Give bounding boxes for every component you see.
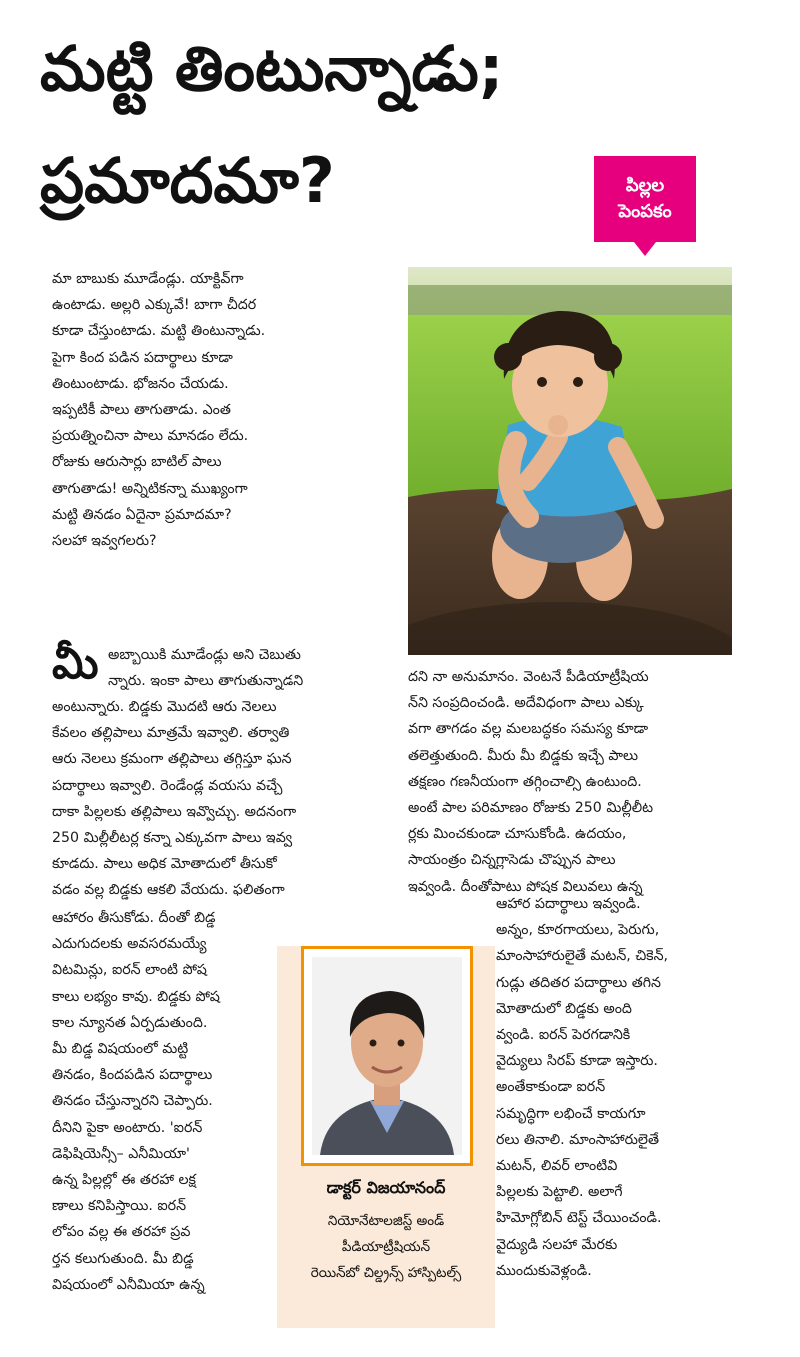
answer-line: 250 మిల్లీలీటర్ల కన్నా ఎక్కువగా పాలు ఇవ్వ [52,830,293,847]
answer-line: రలు తినాలి. మాంసాహారులైతే [496,1131,660,1148]
answer-line: అబ్బాయికి మూడేండ్లు అని చెబుతు [108,647,301,663]
answer-line: ర్తన కలుగుతుంది. మీ బిడ్డ [52,1250,194,1267]
question-text [52,266,402,554]
answer-line: వడం వల్ల బిడ్డకు ఆకలి వేయదు. ఫలితంగా [52,882,285,899]
answer-line: మాంసాహారులైతే మటన్, చికెన్, [496,948,669,965]
answer-line: కాల న్యూనత ఏర్పడుతుంది. [52,1014,208,1031]
doctor-name: డాక్టర్ విజయానంద్ [326,1178,446,1197]
answer-line: కేవలం తల్లిపాలు మాత్రమే ఇవ్వాలి. తర్వాతి [52,725,290,742]
answer-line: దాకా పిల్లలకు తల్లిపాలు ఇవ్వొచ్చు. అదనంగా [52,803,297,820]
answer-line: వ్వండి. ఐరన్ పెరగడానికి [496,1027,631,1044]
answer-line: దీనిని పైకా అంటారు. 'ఐరన్ [52,1119,203,1136]
answer-line: న్నారు. ఇంకా పాలు తాగుతున్నాడని [108,673,304,690]
answer-col1-mid [52,694,296,904]
question-line: తింటుంటాడు. భోజనం చేయడు. [52,375,229,392]
doctor-title-line: పీడియాట్రీషియన్ [341,1239,431,1255]
answer-line: దని నా అనుమానం. వెంటనే పీడియాట్రీషియ [408,669,649,685]
answer-line: ఆహార పదార్థాలు ఇవ్వండి. [496,896,641,912]
question-line: ఇప్పటికీ పాలు తాగుతాడు. ఎంత [52,402,231,419]
answer-line: ణాలు కనిపిస్తాయి. ఐరన్ [52,1198,187,1215]
answer-line: తలెత్తుతుంది. మీరు మీ బిడ్డకు ఇచ్చే పాలు [408,747,639,764]
child-photo [408,267,732,655]
answer-line: తినడం, కిందపడిన పదార్థాలు [52,1067,213,1084]
question-line: తాగుతాడు! అన్నిటికన్నా ముఖ్యంగా [52,480,248,497]
question-line: రోజుకు ఆరుసార్లు బాటిల్ పాలు [52,454,222,471]
answer-line: మోతాదులో బిడ్డకు అంది [496,1000,632,1017]
section-tag-line-2: పెంపకం [618,201,672,222]
answer-line: అంటే పాల పరిమాణం రోజుకు 250 మిల్లీలీట [408,800,654,817]
answer-line: అంతేకాకుండా ఐరన్ [496,1079,606,1096]
answer-line: లోపం వల్ల ఈ తరహా ప్రవ [52,1224,191,1241]
answer-line: విషయంలో ఎనీమియా ఉన్న [52,1276,205,1293]
doctor-photo-frame [301,946,473,1166]
doctor-title [277,1208,495,1286]
doctor-title-line: నియోనేటాలజిస్ట్ అండ్ [327,1213,445,1229]
headline-line-2: ప్రమాదమా? [40,144,335,217]
answer-line: ర్లకు మించకుండా చూసుకోండి. ఉదయం, [408,826,627,843]
answer-line: ఉన్న పిల్లల్లో ఈ తరహా లక్ష [52,1172,196,1189]
question-line: మా బాబుకు మూడేండ్లు. యాక్టివ్‌గా [52,271,244,287]
answer-line: ఆరు నెలలు క్రమంగా తల్లిపాలు తగ్గిస్తూ ఘన [52,751,292,768]
question-line: సలహా ఇవ్వగలరు? [52,533,157,550]
answer-line: పదార్థాలు ఇవ్వాలి. రెండేండ్ల వయసు వచ్చే [52,777,283,794]
answer-line: మీ బిడ్డ విషయంలో మట్టి [52,1041,189,1058]
headline-line-1: మట్టి తింటున్నాడు; [40,32,504,105]
doctor-portrait-image [312,957,462,1155]
answer-line: తక్షణం గణనీయంగా తగ్గించాల్సి ఉంటుంది. [408,773,642,790]
child-eating-soil-image [408,267,732,655]
doctor-box [277,946,495,1328]
answer-col1-top [108,642,303,694]
answer-line: ఇవ్వండి. దీంతోపాటు పోషక విలువలు ఉన్న [408,878,643,895]
answer-line: డెఫిషియెన్సీ– ఎనీమియా' [52,1145,190,1162]
answer-line: పిల్లలకు పెట్టాలి. అలాగే [496,1184,623,1201]
answer-line: వైద్యులు సిరప్ కూడా ఇస్తారు. [496,1053,658,1070]
answer-line: సాయంత్రం చిన్నగ్లాసెడు చొప్పున పాలు [408,852,616,869]
answer-line: ముందుకువెళ్లండి. [496,1262,592,1279]
answer-line: అన్నం, కూరగాయలు, పెరుగు, [496,922,660,939]
answer-line: మటన్, లివర్ లాంటివి [496,1158,618,1175]
answer-col1-low [52,905,220,1298]
answer-line: న్‌ని సంప్రదించండి. అదేవిధంగా పాలు ఎక్కు [408,695,644,712]
answer-dropcap: మీ [52,638,99,689]
section-tag [594,156,696,242]
answer-line: ఎదుగుదలకు అవసరమయ్యే [52,936,207,953]
answer-line: ఆహారం తీసుకోడు. దీంతో బిడ్డ [52,910,216,926]
answer-line: వగా తాగడం వల్ల మలబద్ధకం సమస్య కూడా [408,721,649,738]
answer-line: విటమిన్లు, ఐరన్ లాంటి పోష [52,962,207,979]
answer-line: హిమోగ్లోబిన్ టెస్ట్ చేయించండి. [496,1210,662,1227]
question-line: ఉంటాడు. అల్లరి ఎక్కువే! బాగా చీదర [52,297,257,314]
answer-col2 [408,664,653,900]
answer-line: అంటున్నారు. బిడ్డకు మొదటి ఆరు నెలలు [52,699,277,715]
answer-line: వైద్యుడి సలహా మేరకు [496,1236,618,1253]
question-line: పైగా కింద పడిన పదార్థాలు కూడా [52,349,233,366]
section-tag-line-1: పిల్లల [625,174,665,196]
question-line: మట్టి తినడం ఏదైనా ప్రమాదమా? [52,506,232,523]
question-line: ప్రయత్నించినా పాలు మానడం లేదు. [52,428,249,445]
answer-col3 [496,891,668,1284]
answer-line: సమృద్ధిగా లభించే కాయగూ [496,1105,646,1122]
doctor-title-line: రెయిన్‌బో చిల్డ్రన్స్ హాస్పిటల్స్ [310,1265,462,1281]
question-line: కూడా చేస్తుంటాడు. మట్టి తింటున్నాడు. [52,323,266,340]
answer-line: తినడం చేస్తున్నారని చెప్పారు. [52,1093,213,1110]
answer-line: కూడదు. పాలు అధిక మోతాదులో తీసుకో [52,856,277,873]
answer-line: కాలు లభ్యం కావు. బిడ్డకు పోష [52,988,220,1005]
answer-line: గుడ్లు తదితర పదార్థాలు తగిన [496,974,661,991]
